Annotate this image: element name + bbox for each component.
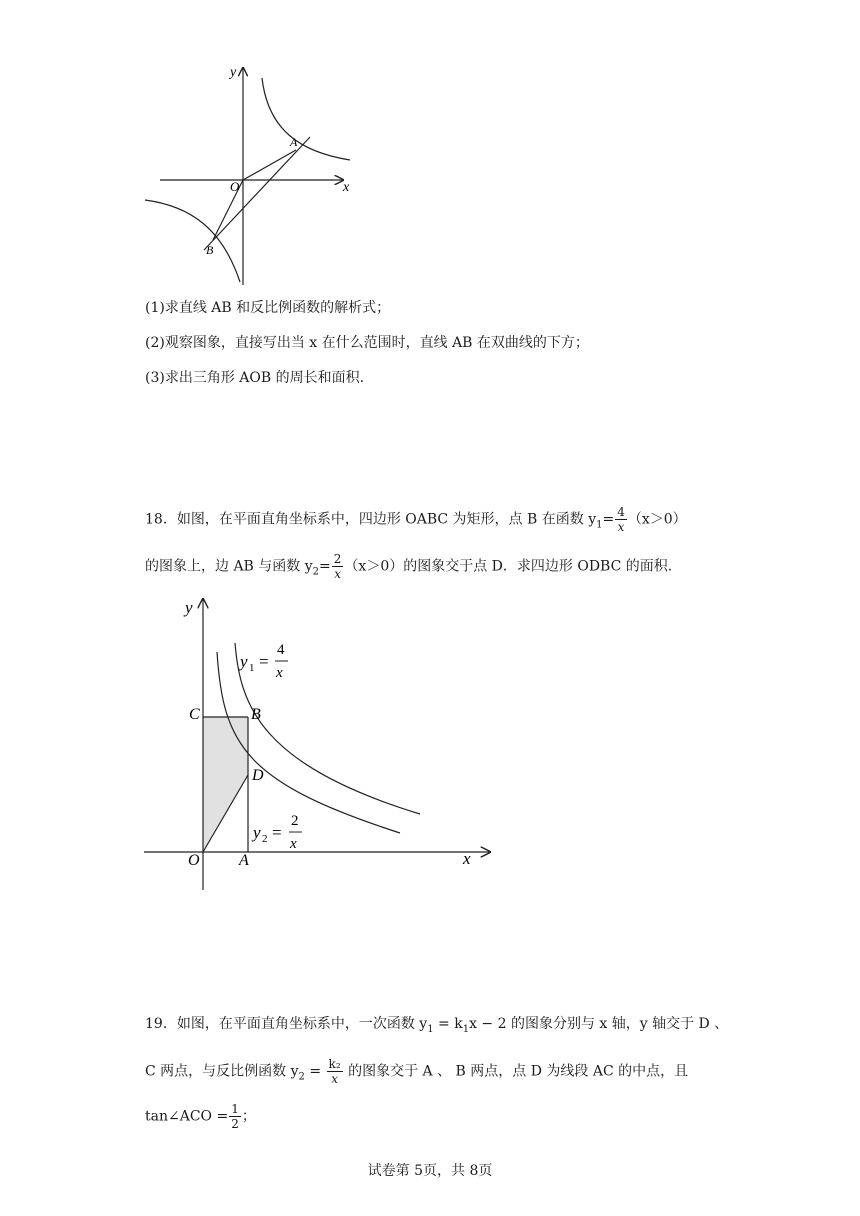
q19-line2 (145, 1057, 688, 1087)
q19-line1 (145, 1014, 728, 1040)
y1-y: y (240, 652, 248, 671)
label-y: y (230, 65, 237, 80)
frac-den: x (617, 520, 625, 534)
q18-frac1 (615, 505, 627, 534)
label-a: A (290, 135, 298, 149)
y1-den: x (276, 665, 283, 681)
frac-num: k₂ (328, 1057, 341, 1071)
q19-tan: tan∠ACO = (145, 1108, 229, 1125)
q18-sub1: 1 (596, 519, 603, 531)
q19-text-a: 19．如图，在平面直角坐标系中，一次函数 y (145, 1016, 428, 1032)
q18-text-b: 的图象上，边 AB 与函数 y (145, 558, 313, 575)
q18-frac2 (332, 552, 344, 581)
y2-den: x (290, 836, 297, 852)
q19-sub1: 1 (427, 1023, 434, 1035)
shaded-region-odbc (203, 717, 248, 852)
y2-sub: 2 (262, 833, 268, 845)
label-b: B (251, 706, 261, 723)
q19-frac-half (229, 1102, 241, 1131)
q18-text-c: （x＞0）的图象交于点 D．求四边形 ODBC 的面积. (344, 558, 673, 575)
q19-line3 (145, 1102, 256, 1131)
segment-oa (243, 150, 296, 180)
q18-line1 (145, 505, 687, 535)
label-o: O (188, 852, 200, 869)
frac-num: 4 (617, 505, 625, 519)
label-y: y (185, 598, 193, 617)
label-y1-formula (238, 642, 288, 681)
label-d: D (252, 767, 264, 784)
q19-ksub: 1 (462, 1023, 470, 1035)
y1-sub: 1 (249, 662, 255, 674)
q19-eq: = (304, 1063, 326, 1080)
label-y2-formula (251, 813, 302, 852)
q17-part1: (1)求直线 AB 和反比例函数的解析式； (145, 300, 391, 316)
frac-den: 2 (231, 1117, 239, 1131)
line-ab (204, 137, 310, 250)
label-o: O (230, 179, 240, 194)
q17-part2: (2)观察图象，直接写出当 x 在什么范围时，直线 AB 在双曲线的下方； (145, 335, 589, 351)
label-c: C (189, 706, 200, 723)
y2-num: 2 (291, 813, 299, 829)
q19-sub2: 2 (298, 1071, 305, 1083)
q18-sub2: 2 (312, 566, 320, 578)
q18-cond1: （x＞0） (627, 511, 687, 528)
q19-frac (327, 1057, 343, 1086)
q19-text-d: C 两点，与反比例函数 y (145, 1063, 299, 1080)
y2-y: y (253, 823, 261, 842)
y2-eq: = (272, 823, 282, 842)
frac-den: x (331, 1072, 338, 1086)
q18-text-a: 18．如图，在平面直角坐标系中，四边形 OABC 为矩形，点 B 在函数 y (145, 511, 597, 528)
hyperbola-branch-lower (145, 200, 240, 282)
figure-hyperbola-line-ab (140, 60, 360, 290)
page-footer: 试卷第 5页，共 8页 (367, 1163, 493, 1179)
y1-num: 4 (277, 642, 285, 658)
label-a: A (239, 852, 249, 869)
label-x: x (463, 849, 471, 868)
frac-den: x (334, 567, 341, 581)
q19-text-b: = k (433, 1016, 463, 1032)
figure-rectangle-hyperbolas (140, 595, 510, 895)
q18-line2 (145, 552, 672, 582)
q19-semicolon: ； (241, 1108, 256, 1125)
label-x: x (343, 180, 350, 195)
frac-num: 2 (333, 552, 342, 566)
q19-text-e: 的图象交于 A 、 B 两点，点 D 为线段 AC 的中点，且 (343, 1063, 689, 1080)
label-b: B (206, 243, 214, 257)
q18-eq1: = (602, 511, 615, 528)
q17-part3: (3)求出三角形 AOB 的周长和面积. (145, 370, 365, 386)
q19-text-c: x − 2 的图象分别与 x 轴，y 轴交于 D 、 (469, 1016, 729, 1032)
q18-eq2: = (319, 558, 331, 575)
hyperbola-branch-upper (262, 78, 350, 160)
y1-eq: = (259, 652, 269, 671)
frac-num: 1 (231, 1102, 239, 1116)
